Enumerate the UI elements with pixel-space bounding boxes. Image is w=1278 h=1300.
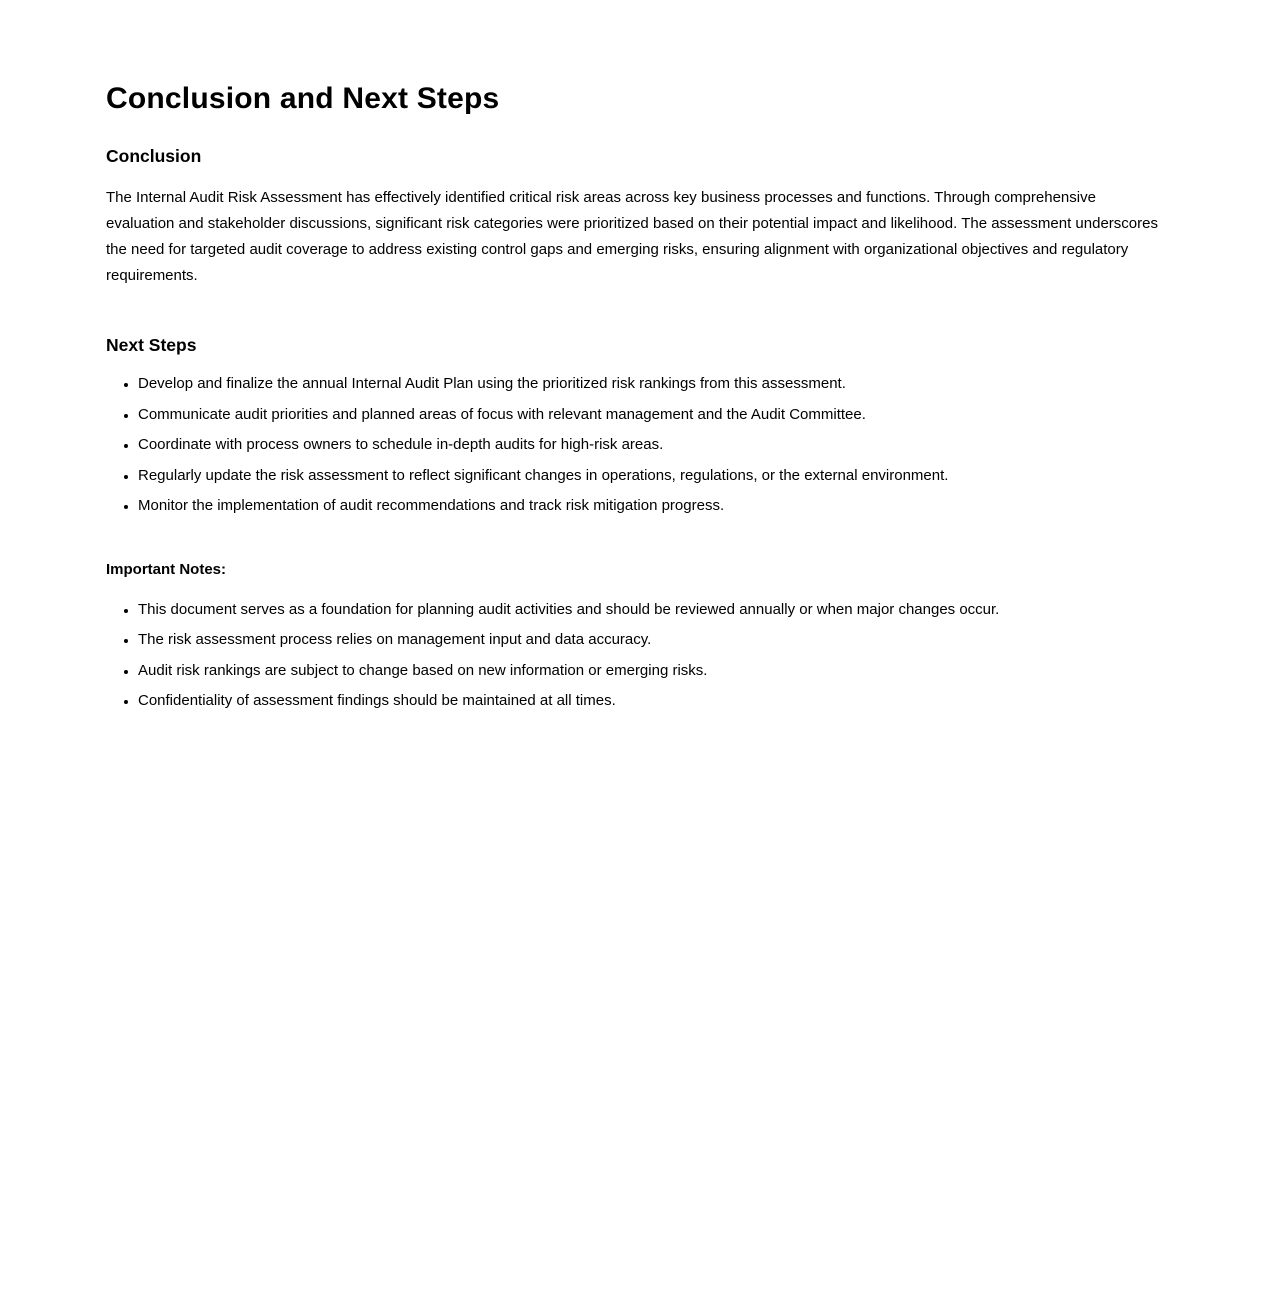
conclusion-paragraph: The Internal Audit Risk Assessment has effectively identified critical risk areas across key business processes and functions. Through comprehensive evaluation and stakeholder discussions, significant risk categories were prioritized based on their potential impact and likelihood. The assessment underscores the need for targeted audit coverage to address existing control gaps and emerging risks, ensuring alignment with organizational objectives and regulatory requirements.: [106, 189, 1158, 284]
list-item: • Audit risk rankings are subject to change based on new information or emerging risks.: [138, 661, 1168, 681]
document-content: [106, 0, 1168, 711]
next-steps-heading: Next Steps: [106, 335, 197, 355]
list-item: • Coordinate with process owners to schedule in-depth audits for high-risk areas.: [138, 435, 1168, 455]
list-item: • Monitor the implementation of audit recommendations and track risk mitigation progress.: [138, 496, 1168, 516]
list-item: • Develop and finalize the annual Internal Audit Plan using the prioritized risk rankings from this assessment.: [138, 374, 1168, 394]
spacer: [106, 289, 1168, 335]
conclusion-section: [106, 146, 1168, 289]
page-title: Conclusion and Next Steps: [106, 82, 500, 115]
next-steps-list: [106, 374, 1168, 516]
list-item: • Communicate audit priorities and planned areas of focus with relevant management and the Audit Committee.: [138, 405, 1168, 425]
list-item: • Regularly update the risk assessment to reflect significant changes in operations, regulations, or the external environment.: [138, 466, 1168, 486]
conclusion-heading: Conclusion: [106, 146, 202, 166]
next-steps-section: [106, 335, 1168, 516]
important-notes-list: [106, 600, 1168, 712]
important-notes-section: [106, 561, 1168, 712]
list-item: • This document serves as a foundation for planning audit activities and should be reviewed annually or when major changes occur.: [138, 600, 1168, 620]
spacer: [106, 527, 1168, 561]
list-item: • Confidentiality of assessment findings should be maintained at all times.: [138, 691, 1168, 711]
list-item: • The risk assessment process relies on management input and data accuracy.: [138, 630, 1168, 650]
important-notes-heading: Important Notes:: [106, 560, 226, 578]
